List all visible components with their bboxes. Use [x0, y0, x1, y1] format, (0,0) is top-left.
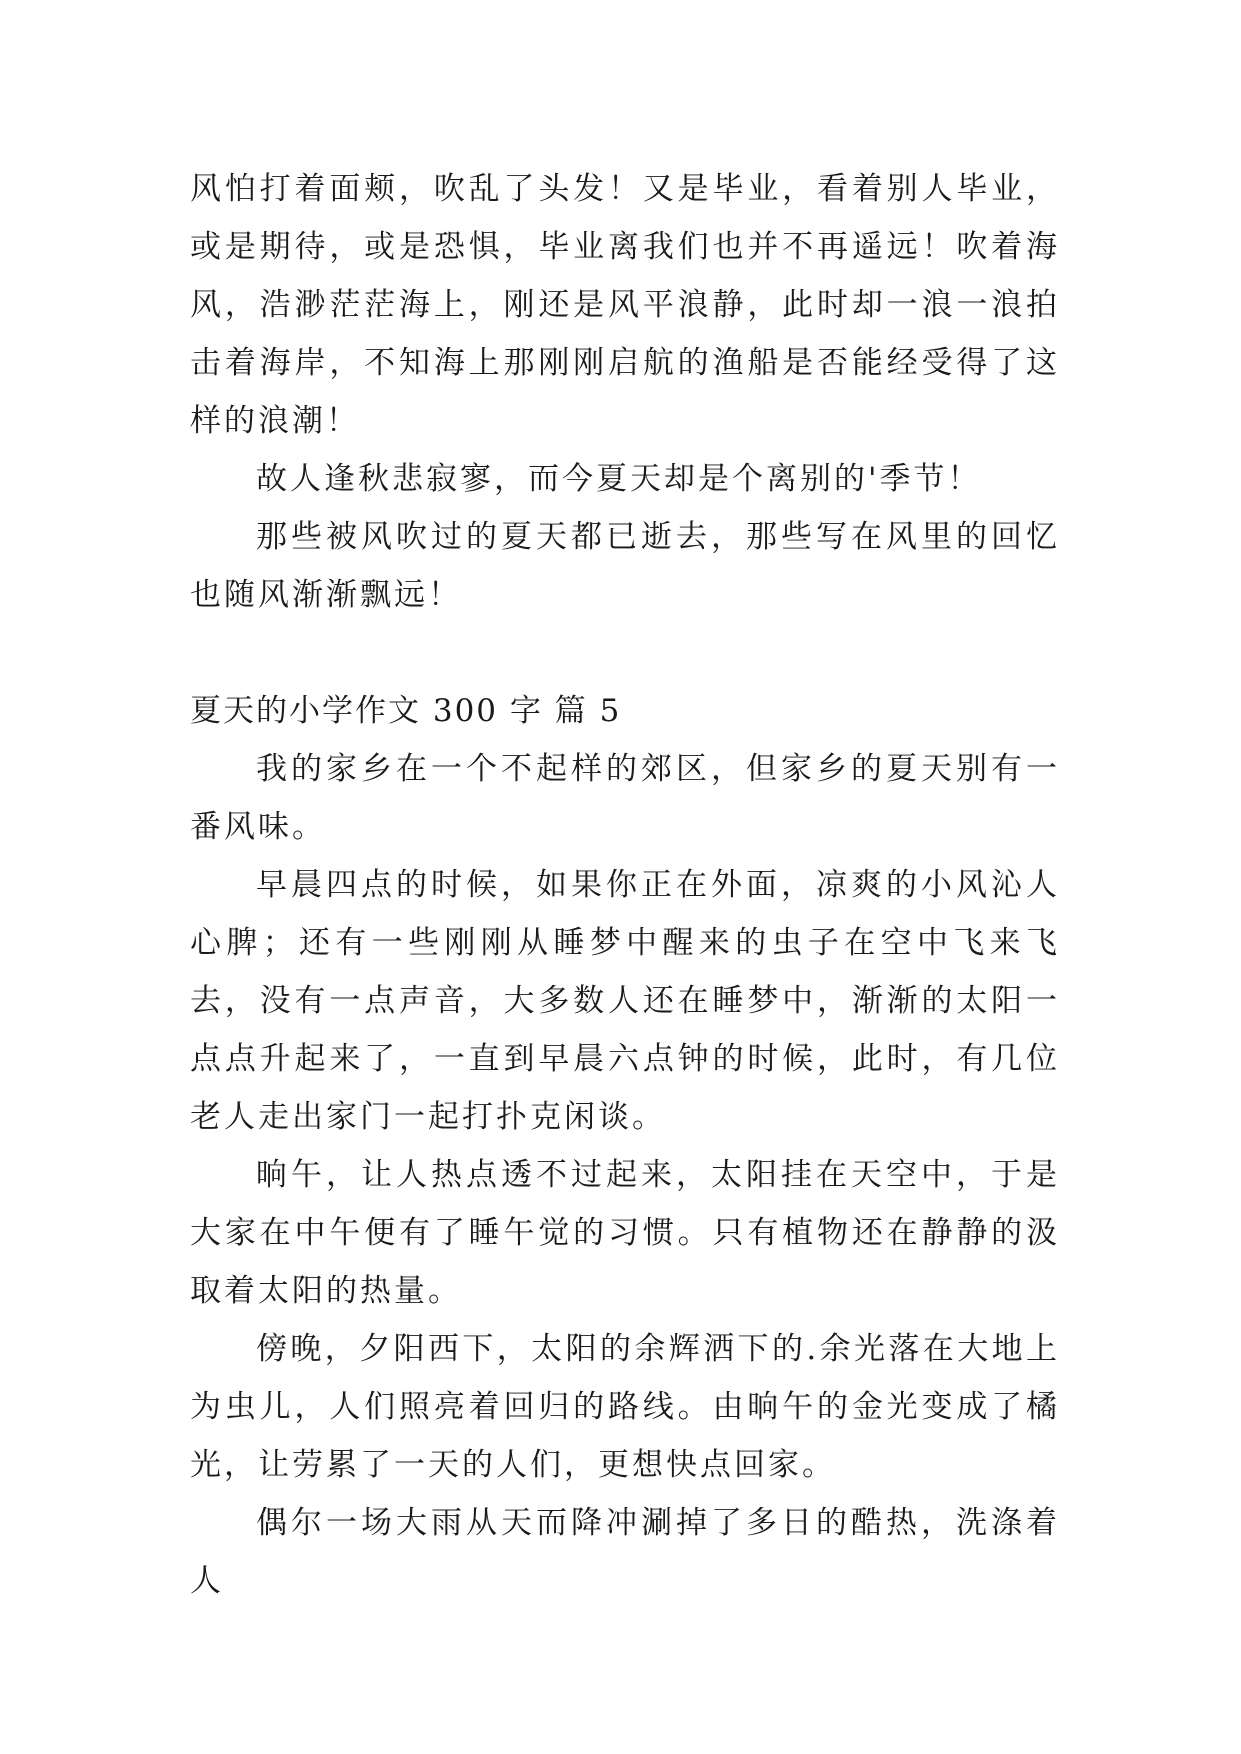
paragraph: 晌午，让人热点透不过起来，太阳挂在天空中，于是大家在中午便有了睡午觉的习惯。只有植物还在静静的汲取着太阳的热量。 — [190, 1157, 1060, 1309]
paragraph: 故人逢秋悲寂寥，而今夏天却是个离别的'季节！ — [256, 461, 982, 497]
paragraph: 那些被风吹过的夏天都已逝去，那些写在风里的回忆也随风渐渐飘远！ — [190, 519, 1060, 613]
paragraph-truncated: 偶尔一场大雨从天而降冲涮掉了多日的酷热，洗涤着人 — [190, 1505, 1060, 1599]
document-body — [190, 160, 1060, 1610]
paragraph: 傍晚，夕阳西下，太阳的余辉洒下的.余光落在大地上为虫儿，人们照亮着回归的路线。由晌午的金光变成了橘光，让劳累了一天的人们，更想快点回家。 — [190, 1331, 1060, 1483]
paragraph: 早晨四点的时候，如果你正在外面，凉爽的小风沁人心脾；还有一些刚刚从睡梦中醒来的虫子在空中飞来飞去，没有一点声音，大多数人还在睡梦中，渐渐的太阳一点点升起来了，一直到早晨六点钟的时候，此时，有几位老人走出家门一起打扑克闲谈。 — [190, 867, 1060, 1135]
section-heading: 夏天的小学作文 300 字 篇 5 — [190, 693, 622, 729]
paragraph: 我的家乡在一个不起样的郊区，但家乡的夏天别有一番风味。 — [190, 751, 1060, 845]
paragraph-continued: 风怕打着面颊，吹乱了头发！又是毕业，看着别人毕业，或是期待，或是恐惧，毕业离我们也并不再遥远！吹着海风，浩渺茫茫海上，刚还是风平浪静，此时却一浪一浪拍击着海岸，不知海上那刚刚启航的渔船是否能经受得了这样的浪潮！ — [190, 171, 1060, 439]
